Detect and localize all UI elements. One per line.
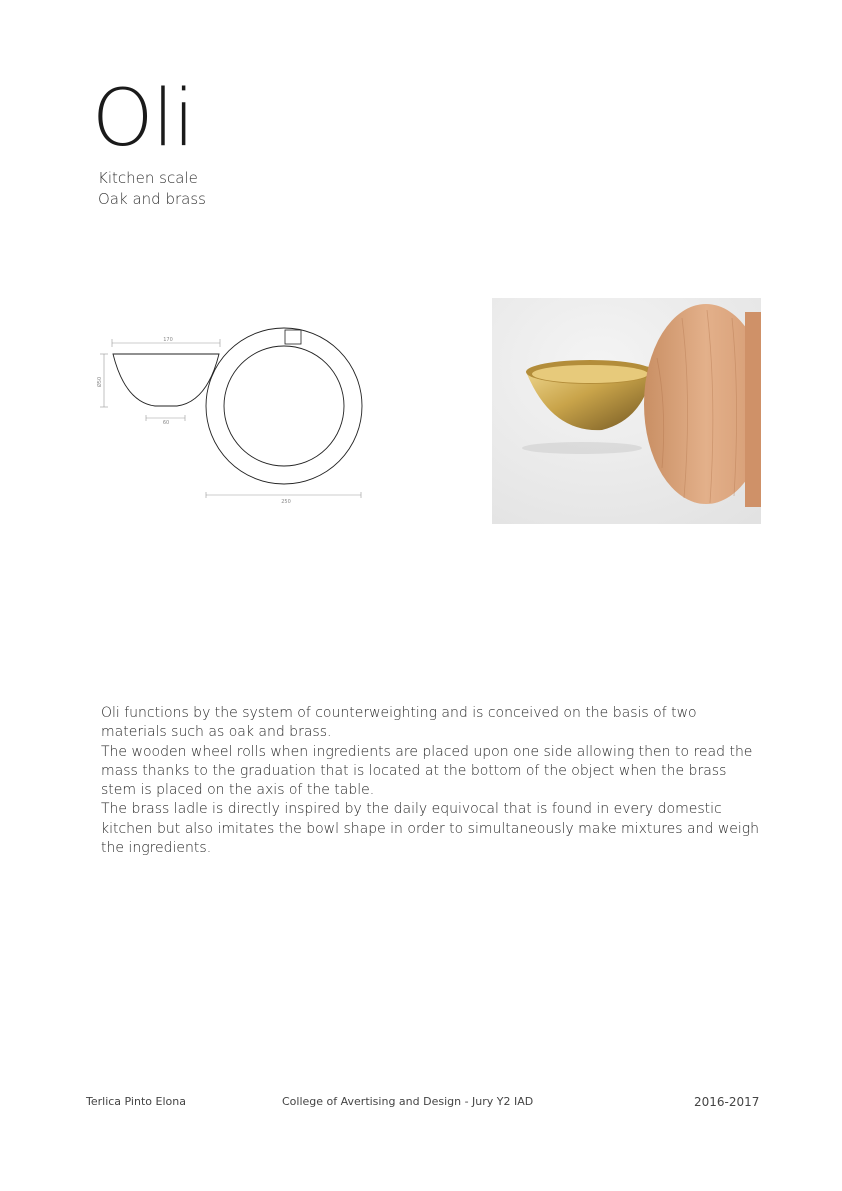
subtitle-line-product: Kitchen scale <box>98 169 198 187</box>
subtitle <box>98 168 206 210</box>
wheel-notch <box>285 330 301 344</box>
description-paragraph: Oli functions by the system of counterweighting and is conceived on the basis of two materials such as oak and brass. <box>101 705 697 741</box>
dimension-label-bowl-base: 60 <box>162 420 170 426</box>
product-photo <box>492 298 761 524</box>
footer-author: Terlica Pinto Elona <box>86 1095 186 1108</box>
description <box>101 704 761 858</box>
wheel-inner <box>224 346 344 466</box>
subtitle-line-materials: Oak and brass <box>98 190 206 208</box>
footer-institution: College of Avertising and Design - Jury Y2 IAD <box>282 1095 534 1108</box>
bowl-outline <box>113 354 219 406</box>
wheel-outer <box>206 328 362 484</box>
shadow <box>522 442 642 454</box>
dimension-label-bowl-width: 170 <box>163 337 173 343</box>
footer-year: 2016-2017 <box>694 1095 760 1109</box>
dimension-wheel-diameter <box>206 492 361 498</box>
dimension-label-bowl-height: Ø50 <box>97 376 103 388</box>
dimension-label-wheel-diameter: 250 <box>281 499 291 505</box>
page-title: Oli <box>92 74 194 164</box>
description-paragraph: The brass ladle is directly inspired by the daily equivocal that is found in every domestic kitchen but also imitates the bowl shape in order to simultaneously make mixtures and weigh the ingredients. <box>101 801 760 857</box>
technical-drawing <box>95 320 370 515</box>
description-paragraph: The wooden wheel rolls when ingredients are placed upon one side allowing then to read the mass thanks to the graduation that is located at the bottom of the object when the brass stem is placed on the axis of the table. <box>101 743 753 799</box>
